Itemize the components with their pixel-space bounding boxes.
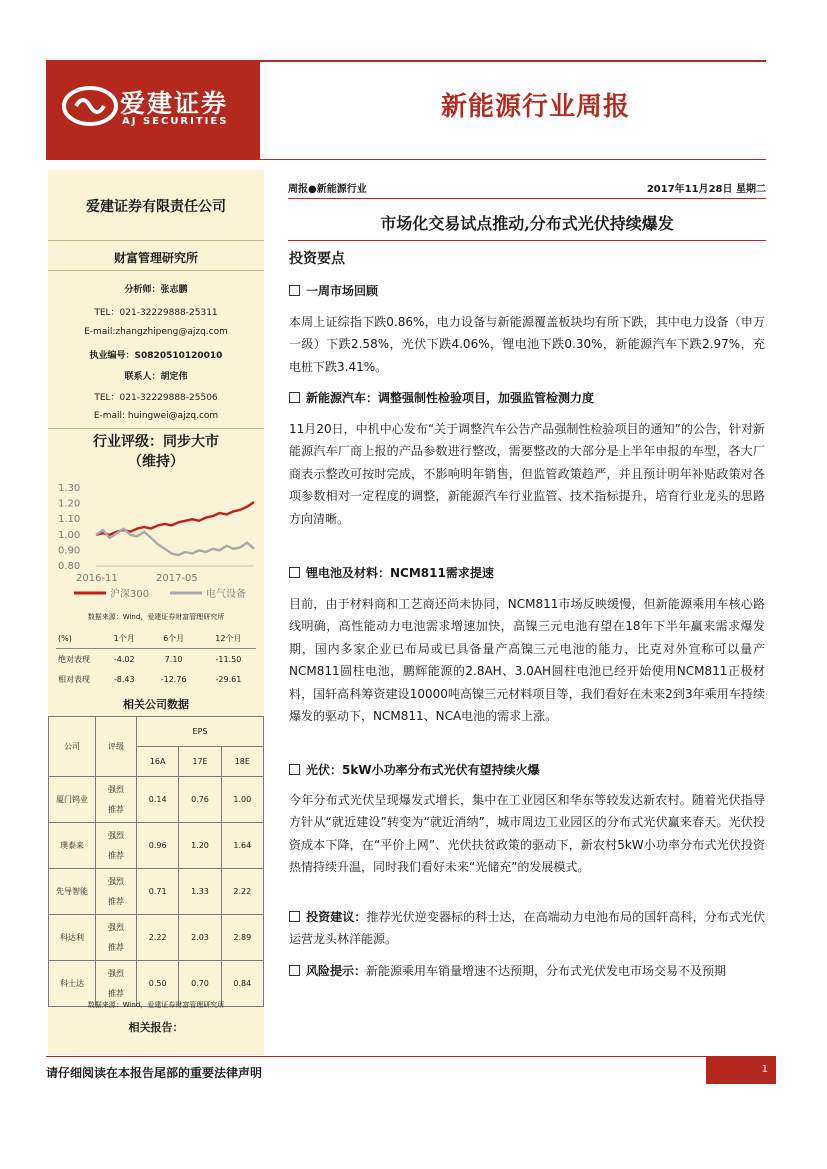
eps-value: 0.70: [179, 961, 221, 1007]
y-tick-label: 0.80: [58, 561, 81, 572]
report-category: 周报●新能源行业: [288, 184, 367, 195]
y-tick-label: 1.00: [58, 529, 81, 541]
company-name: 厦门钨业: [49, 777, 96, 823]
company-eps-table: [48, 716, 264, 1007]
table-row: [49, 915, 264, 961]
title-divider: [288, 240, 766, 241]
paragraph-market-review: 本周上证综指下跌0.86%，电力设备与新能源覆盖板块均有所下跌，其中电力设备（申万一级）下跌2.58%，光伏下跌4.06%，锂电池下跌0.30%，新能源汽车下跌2.97%，充电桩下跌3.41%。: [289, 315, 765, 374]
company-rating: [96, 915, 137, 961]
sidebar-analyst: 分析师：张志鹏: [124, 285, 188, 295]
sidebar-dept: 财富管理研究所: [113, 251, 198, 265]
rating-part: 推荐: [108, 805, 124, 814]
advice-label: 投资建议：: [306, 910, 367, 924]
logo-text-cn: 爱建证券: [120, 89, 229, 118]
company-rating: [96, 777, 137, 823]
table-header-year: 18E: [221, 747, 263, 777]
paragraph-investment-advice: [289, 906, 765, 951]
sidebar-email1: E-mail:zhangzhipeng@ajzq.com: [84, 327, 228, 337]
rating-part: 强烈: [108, 831, 124, 840]
sidebar-email2: E-mail: huingwei@ajzq.com: [93, 411, 219, 421]
rating-part: 推荐: [108, 897, 124, 906]
heading-battery: [289, 564, 494, 581]
y-tick-label: 0.90: [58, 545, 81, 557]
y-tick-label: 1.10: [58, 514, 81, 526]
table-cell: 绝对表现: [58, 654, 90, 664]
table-cell: (%): [56, 628, 102, 649]
checkbox-bullet-icon: [289, 911, 300, 922]
heading-text: 锂电池及材料：NCM811需求提速: [306, 566, 494, 580]
performance-table: [56, 628, 256, 689]
eps-value: 1.00: [221, 777, 263, 823]
heading-nev: [289, 389, 594, 406]
company-name: 璞泰来: [49, 823, 96, 869]
x-tick-label: 2016-11: [76, 573, 118, 584]
series-line: [96, 529, 254, 556]
table-header-rating: 评级: [96, 717, 137, 777]
sidebar-divider: [48, 270, 264, 271]
eps-value: 0.96: [137, 823, 179, 869]
rating-part: 推荐: [108, 943, 124, 952]
table-row: [49, 777, 264, 823]
report-date: 2017年11月28日 星期二: [646, 184, 766, 195]
section-title: 投资要点: [289, 251, 345, 267]
sidebar-contact: 联系人：胡定伟: [124, 372, 188, 382]
table-row: [56, 649, 256, 670]
company-rating: [96, 823, 137, 869]
y-tick-label: 1.30: [58, 483, 81, 494]
eps-value: 0.76: [179, 777, 221, 823]
eps-value: 1.33: [179, 869, 221, 915]
heading-text: 一周市场回顾: [306, 284, 379, 298]
eps-value: 1.20: [179, 823, 221, 869]
table-cell: 7.10: [164, 654, 183, 664]
rating-part: 推荐: [108, 989, 124, 998]
sidebar-tel2: TEL：021-32229888-25506: [94, 393, 218, 403]
rating-part: 强烈: [108, 877, 124, 886]
table-cell: 6个月: [146, 628, 200, 649]
rating-part: 强烈: [108, 785, 124, 794]
heading-pv: [289, 761, 540, 778]
rating-part: 强烈: [108, 923, 124, 932]
table-header-year: 16A: [137, 747, 179, 777]
sidebar-divider: [48, 428, 264, 429]
rating-line2: （维持）: [128, 454, 184, 470]
related-reports-label: 相关报告：: [128, 1021, 184, 1034]
performance-chart: [56, 480, 260, 600]
company-name: 科士达: [49, 961, 96, 1007]
y-tick-label: 1.20: [58, 498, 81, 510]
eps-value: 2.03: [179, 915, 221, 961]
table-cell: -11.50: [215, 654, 242, 664]
related-data-title: 相关公司数据: [123, 698, 189, 711]
advice-text: 推荐光伏逆变器标的科士达，在高端动力电池布局的国轩高科，分布式光伏运营龙头林洋能源。: [289, 910, 765, 947]
table-row: [49, 823, 264, 869]
table-cell: 1个月: [102, 628, 146, 649]
sidebar-license: 执业编号：S0820510120010: [89, 351, 223, 361]
table-cell: 12个月: [201, 628, 256, 649]
paragraph-nev: 11月20日，中机中心发布“关于调整汽车公告产品强制性检验项目的通知”的公告，针对新能源汽车厂商上报的产品参数进行整改，需要整改的大部分是上半年申报的车型，各大厂商表示整改可按时完成，不影响明年销售，但监管政策趋严，并且预计明年补贴政策对各项参数相对一定程度的调整，新能源汽车行业监管、技术指标提升，培育行业龙头的思路方向清晰。: [289, 422, 765, 526]
rating-part: 推荐: [108, 851, 124, 860]
sidebar-tel1: TEL：021-32229888-25311: [94, 308, 218, 318]
sidebar-company: 爱建证券有限责任公司: [86, 199, 226, 215]
eps-value: 0.84: [221, 961, 263, 1007]
table-cell: -29.61: [215, 674, 242, 684]
table-header-row: [56, 628, 256, 649]
checkbox-bullet-icon: [289, 392, 300, 403]
risk-label: 风险提示：: [306, 964, 367, 978]
table-header-year: 17E: [179, 747, 221, 777]
checkbox-bullet-icon: [289, 965, 300, 976]
table-header-company: 公司: [49, 717, 96, 777]
company-rating: [96, 869, 137, 915]
heading-market-review: [289, 282, 378, 299]
industry-rating: [48, 432, 264, 472]
aj-logo-icon: [62, 86, 118, 126]
company-name: 先导智能: [49, 869, 96, 915]
footer-rule: [46, 1056, 766, 1057]
company-name: 科达利: [49, 915, 96, 961]
eps-value: 0.14: [137, 777, 179, 823]
table-cell: -12.76: [160, 674, 187, 684]
x-tick-label: 2017-05: [156, 573, 198, 584]
eps-value: 2.22: [221, 869, 263, 915]
rating-line1: 行业评级：同步大市: [93, 434, 219, 450]
table-row: [56, 669, 256, 689]
eps-value: 2.89: [221, 915, 263, 961]
header-bottom-rule: [260, 159, 766, 160]
legend-label: 沪深300: [110, 589, 150, 600]
eps-value: 1.64: [221, 823, 263, 869]
table-source: 数据来源：Wind，爱建证券财富管理研究所: [87, 1001, 225, 1009]
paragraph-battery: 目前，由于材料商和工艺商还尚未协同，NCM811市场反映缓慢，但新能源乘用车核心路线明确，高性能动力电池需求增速加快，高镍三元电池有望在18年下半年赢来需求爆发期，国内多家企业已布局或已具备量产高镍三元电池的能力，比克对外宣称可以量产NCM811圆柱电池，鹏辉能源的2.8AH、3.0AH圆柱电池已经开始使用NCM811正极材料，国轩高科筹资建设10000吨高镍三元材料项目等，我们看好在未来2到3年乘用车持续爆发的驱动下，NCM811、NCA电池的需求上涨。: [289, 597, 765, 724]
table-cell: 相对表现: [58, 674, 90, 684]
article-title: 市场化交易试点推动,分布式光伏持续爆发: [380, 214, 674, 233]
eps-value: 0.50: [137, 961, 179, 1007]
chart-source: 数据来源：Wind，爱建证券财富管理研究所: [87, 613, 225, 621]
eps-value: 0.71: [137, 869, 179, 915]
table-cell: -8.43: [113, 674, 135, 684]
report-title: 新能源行业周报: [440, 92, 630, 122]
meta-divider: [288, 198, 766, 199]
paragraph-risk: [289, 960, 765, 982]
checkbox-bullet-icon: [289, 567, 300, 578]
table-row: [49, 869, 264, 915]
checkbox-bullet-icon: [289, 764, 300, 775]
heading-text: 新能源汽车：调整强制性检验项目，加强监管检测力度: [306, 391, 595, 405]
table-header-row: [49, 717, 264, 747]
checkbox-bullet-icon: [289, 285, 300, 296]
paragraph-pv: 今年分布式光伏呈现爆发式增长，集中在工业园区和华东等较发达新农村。随着光伏指导方针从“就近建设”转变为“就近消纳”，城市周边工业园区的分布式光伏赢来春天。光伏投资成本下降，在“平价上网”、光伏扶贫政策的驱动下，新农村5kW小功率分布式光伏投资热情持续升温，同时我们看好未来“光储充”的发展模式。: [289, 793, 765, 875]
legend-label: 电气设备: [206, 589, 246, 600]
sidebar-divider: [48, 240, 264, 241]
table-cell: -4.02: [113, 654, 135, 664]
eps-value: 2.22: [137, 915, 179, 961]
risk-text: 新能源乘用车销量增速不达预期，分布式光伏发电市场交易不及预期: [366, 964, 727, 978]
footer-disclaimer: 请仔细阅读在本报告尾部的重要法律声明: [46, 1066, 263, 1080]
rating-part: 强烈: [108, 969, 124, 978]
page-number: 1: [706, 1056, 776, 1084]
heading-text: 光伏：5kW小功率分布式光伏有望持续火爆: [306, 763, 540, 777]
logo-text-en: AJ SECURITIES: [122, 116, 229, 127]
table-header-eps: EPS: [137, 717, 264, 747]
